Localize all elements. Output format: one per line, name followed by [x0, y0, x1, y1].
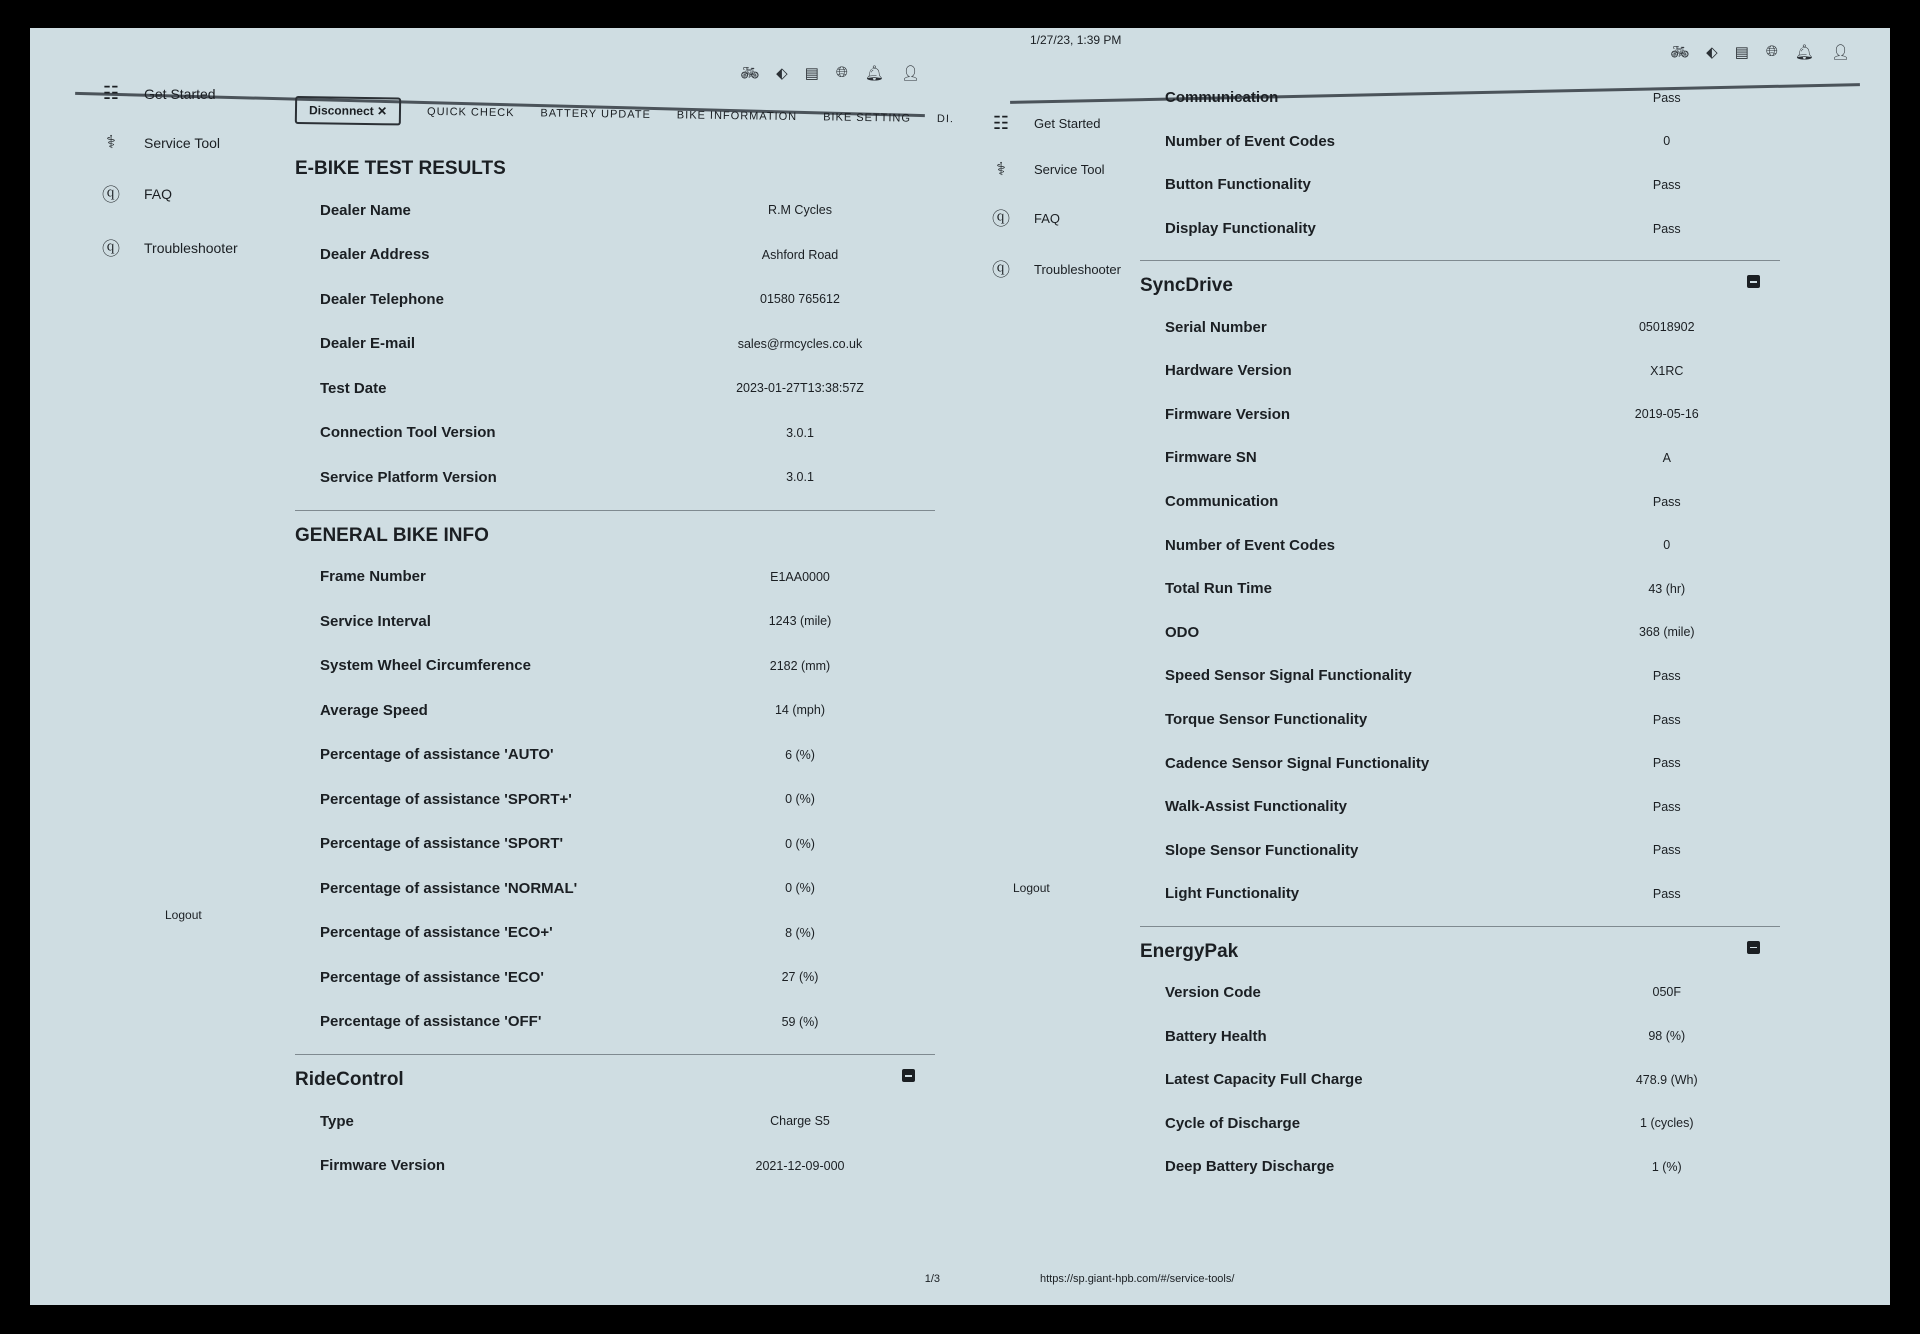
disconnect-button[interactable] [295, 96, 401, 125]
printed-sheet [30, 28, 1890, 1305]
table-row [1140, 120, 1780, 164]
table-row [1140, 567, 1780, 611]
row-key: Percentage of assistance 'SPORT+' [320, 790, 572, 808]
help-circle-icon: ⓠ [992, 209, 1010, 229]
row-value: Pass [1652, 494, 1681, 509]
table-row [1140, 1058, 1780, 1102]
tab-bike-setting[interactable]: BIKE SETTING [823, 111, 912, 125]
row-key: Service Interval [320, 612, 431, 630]
store-icon[interactable]: ▤ [804, 65, 819, 82]
row-value: Pass [1652, 668, 1681, 683]
row-value: Pass [1652, 221, 1681, 236]
row-key: Average Speed [320, 701, 428, 719]
top-icon-bar [1670, 43, 1850, 61]
row-value: 2021-12-09-000 [755, 1158, 845, 1173]
row-value: Pass [1652, 90, 1681, 105]
section-title-text: EnergyPak [1140, 940, 1239, 962]
row-value: Pass [1652, 886, 1681, 901]
row-value: A [1662, 450, 1671, 465]
row-value: 43 (hr) [1648, 581, 1686, 596]
ridecontrol-continued-list [1140, 76, 1780, 250]
table-row [295, 911, 935, 956]
table-row [295, 599, 935, 644]
tab-truncated[interactable]: DI. [936, 112, 955, 126]
energypak-list [1140, 971, 1780, 1189]
section-title-text: SyncDrive [1140, 275, 1233, 297]
row-value: 1243 (mile) [768, 614, 832, 629]
page-number: 1/3 [924, 1273, 940, 1285]
help-circle-icon: ⓠ [102, 239, 120, 259]
row-value: 14 (mph) [774, 703, 826, 718]
sidebar-item-faq[interactable] [990, 205, 1121, 231]
table-row [1140, 1145, 1780, 1189]
row-key: Walk-Assist Functionality [1165, 798, 1347, 816]
table-row [1140, 698, 1780, 742]
row-value: Pass [1652, 756, 1681, 771]
row-key: Speed Sensor Signal Functionality [1165, 667, 1412, 685]
table-row [1140, 523, 1780, 567]
table-row [295, 555, 935, 600]
sidebar-item-label: FAQ [1034, 210, 1061, 226]
table-row [295, 866, 935, 911]
section-title-general-bike-info: GENERAL BIKE INFO [295, 524, 489, 546]
sidebar-item-label: Service Tool [144, 134, 221, 151]
table-row [295, 455, 935, 500]
disconnect-label: Disconnect [308, 103, 374, 119]
grid-icon: ☷ [102, 83, 120, 103]
print-date: 1/27/23, 1:39 PM [1030, 33, 1122, 47]
row-key: Communication [1165, 493, 1279, 511]
sidebar-item-get-started[interactable] [100, 83, 238, 104]
row-value: 98 (%) [1648, 1029, 1686, 1044]
row-key: Communication [1165, 89, 1279, 107]
table-row [295, 366, 935, 411]
row-value: 050F [1652, 985, 1682, 1000]
table-row [1140, 76, 1780, 120]
sidebar-item-label: Get Started [1034, 116, 1101, 131]
row-key: Firmware Version [1165, 405, 1291, 423]
row-key: Latest Capacity Full Charge [1165, 1071, 1363, 1089]
sidebar-item-troubleshooter[interactable] [990, 256, 1121, 282]
table-row [295, 322, 935, 367]
section-title-ridecontrol [295, 1069, 935, 1091]
tag-icon[interactable]: ⬖ [1706, 44, 1718, 61]
row-value: 27 (%) [781, 970, 819, 985]
row-value: 368 (mile) [1638, 625, 1695, 640]
logout-link[interactable]: Logout [165, 908, 202, 922]
help-circle-icon: ⓠ [102, 185, 120, 205]
row-value: 0 (%) [785, 836, 815, 851]
tab-battery-update[interactable]: BATTERY UPDATE [540, 107, 651, 121]
row-value: 0 [1663, 134, 1671, 149]
row-value: 478.9 (Wh) [1635, 1072, 1698, 1087]
left-content [295, 158, 935, 1188]
table-row [295, 277, 935, 322]
row-key: Firmware Version [320, 1157, 446, 1175]
table-row [1140, 480, 1780, 524]
table-row [295, 233, 935, 278]
table-row [295, 188, 935, 233]
row-value: 59 (%) [781, 1014, 819, 1029]
row-key: ODO [1165, 623, 1200, 641]
row-key: Frame Number [320, 568, 426, 586]
sidebar [990, 113, 1121, 307]
stethoscope-icon: ⚕ [106, 132, 116, 152]
row-value: Pass [1652, 799, 1681, 814]
table-row [295, 1099, 935, 1144]
row-key: Percentage of assistance 'SPORT' [320, 835, 564, 853]
row-value: 3.0.1 [786, 425, 814, 440]
row-value: 0 (%) [785, 881, 815, 896]
row-value: 0 (%) [785, 792, 815, 807]
row-key: Button Functionality [1165, 176, 1311, 194]
row-key: Percentage of assistance 'ECO' [320, 968, 544, 986]
globe-icon[interactable]: 🌐︎ [1765, 43, 1778, 60]
table-row [1140, 436, 1780, 480]
row-key: Dealer Address [320, 246, 430, 264]
row-key: Percentage of assistance 'AUTO' [320, 746, 554, 764]
tab-bar [295, 96, 954, 133]
table-row [295, 822, 935, 867]
table-row [1140, 971, 1780, 1015]
row-value: 3.0.1 [786, 470, 814, 485]
help-circle-icon: ⓠ [992, 260, 1010, 280]
globe-icon[interactable]: 🌐︎ [835, 64, 848, 81]
row-key: Test Date [320, 379, 387, 397]
sidebar-item-label: FAQ [144, 186, 173, 202]
row-value: 1 (cycles) [1640, 1116, 1694, 1131]
sidebar-item-troubleshooter[interactable] [100, 235, 238, 261]
section-divider [295, 510, 935, 511]
row-key: Battery Health [1165, 1027, 1267, 1045]
table-row [1140, 654, 1780, 698]
row-key: Deep Battery Discharge [1165, 1158, 1335, 1176]
general-info-list [295, 555, 935, 1045]
row-key: Number of Event Codes [1165, 132, 1336, 150]
row-key: Display Functionality [1165, 220, 1316, 238]
row-key: Dealer Telephone [320, 290, 444, 308]
row-key: System Wheel Circumference [320, 657, 531, 675]
table-row [1140, 207, 1780, 251]
table-row [1140, 829, 1780, 873]
row-key: Firmware SN [1165, 449, 1257, 467]
user-icon[interactable]: 👤︎ [1830, 44, 1850, 61]
store-icon[interactable]: ▤ [1734, 44, 1749, 61]
table-row [295, 1000, 935, 1045]
table-row [295, 777, 935, 822]
row-key: Total Run Time [1165, 580, 1272, 598]
table-row [295, 955, 935, 1000]
top-icon-bar [740, 64, 920, 82]
row-value: 01580 765612 [760, 292, 840, 307]
row-value: 2019-05-16 [1634, 407, 1699, 422]
table-row [1140, 1014, 1780, 1058]
tag-icon[interactable]: ⬖ [776, 65, 788, 82]
row-value: Pass [1652, 843, 1681, 858]
bell-icon[interactable]: 🔔︎ [1794, 44, 1814, 61]
sidebar-item-get-started[interactable] [990, 113, 1121, 134]
row-key: Cycle of Discharge [1165, 1114, 1301, 1132]
row-value: Pass [1652, 712, 1681, 727]
row-value: 2023-01-27T13:38:57Z [736, 381, 864, 396]
ridecontrol-list [295, 1099, 935, 1188]
grid-icon: ☷ [992, 113, 1010, 133]
row-key: Number of Event Codes [1165, 536, 1336, 554]
row-key: Type [320, 1112, 354, 1130]
table-row [295, 644, 935, 689]
row-key: Light Functionality [1165, 885, 1300, 903]
right-content [1140, 76, 1780, 1189]
page-url: https://sp.giant-hpb.com/#/service-tools/ [1040, 1273, 1235, 1285]
row-value: Charge S5 [770, 1114, 830, 1129]
page-left [30, 28, 960, 1305]
row-key: Slope Sensor Functionality [1165, 841, 1359, 859]
row-key: Dealer Name [320, 201, 411, 219]
sidebar-item-label: Troubleshooter [1034, 261, 1121, 277]
row-key: Service Platform Version [320, 468, 497, 486]
row-value: Pass [1652, 177, 1681, 192]
row-value: 6 (%) [785, 747, 815, 762]
sidebar-item-service-tool[interactable] [990, 159, 1121, 180]
section-title-test-results: E-BIKE TEST RESULTS [295, 158, 506, 179]
sidebar-item-faq[interactable] [100, 181, 238, 207]
table-row [295, 733, 935, 778]
table-row [1140, 785, 1780, 829]
row-value: 8 (%) [785, 925, 815, 940]
sidebar [100, 83, 238, 289]
test-results-list [295, 188, 935, 500]
row-key: Percentage of assistance 'NORMAL' [320, 879, 578, 897]
table-row [295, 1144, 935, 1189]
row-key: Connection Tool Version [320, 424, 496, 442]
table-row [295, 411, 935, 456]
row-value: R.M Cycles [768, 203, 832, 218]
section-divider [295, 1054, 935, 1055]
row-value: 2182 (mm) [769, 658, 831, 673]
row-key: Version Code [1165, 983, 1261, 1001]
row-value: 1 (%) [1651, 1159, 1682, 1174]
table-row [1140, 349, 1780, 393]
sidebar-item-label: Service Tool [1034, 162, 1105, 177]
table-row [295, 688, 935, 733]
row-value: sales@rmcycles.co.uk [737, 336, 863, 351]
collapse-icon[interactable] [902, 1069, 915, 1082]
row-value: X1RC [1650, 363, 1684, 378]
page-right [960, 28, 1890, 1305]
section-divider [1140, 926, 1780, 927]
bike-icon[interactable]: 🚲︎ [1670, 44, 1690, 61]
bell-icon[interactable]: 🔔︎ [864, 65, 884, 82]
collapse-icon[interactable] [1747, 941, 1760, 954]
row-value: Ashford Road [761, 247, 839, 262]
row-key: Torque Sensor Functionality [1165, 711, 1368, 729]
section-title-syncdrive [1140, 275, 1780, 297]
tab-bike-information[interactable]: BIKE INFORMATION [676, 109, 798, 124]
table-row [1140, 1101, 1780, 1145]
row-value: E1AA0000 [770, 569, 830, 584]
sidebar-item-label: Get Started [144, 85, 216, 102]
tab-quick-check[interactable]: QUICK CHECK [426, 105, 515, 120]
close-icon: ✕ [376, 104, 388, 119]
table-row [1140, 305, 1780, 349]
row-key: Hardware Version [1165, 362, 1292, 380]
section-title-text: RideControl [295, 1069, 404, 1090]
row-key: Serial Number [1165, 318, 1267, 336]
logout-link[interactable]: Logout [1013, 881, 1050, 895]
sidebar-item-service-tool[interactable] [100, 132, 238, 153]
table-row [1140, 393, 1780, 437]
sidebar-item-label: Troubleshooter [144, 240, 238, 256]
collapse-icon[interactable] [1747, 275, 1760, 288]
stethoscope-icon: ⚕ [996, 159, 1006, 179]
table-row [1140, 163, 1780, 207]
syncdrive-list [1140, 305, 1780, 915]
bike-icon[interactable]: 🚲︎ [740, 65, 760, 82]
row-key: Percentage of assistance 'OFF' [320, 1013, 542, 1031]
row-key: Dealer E-mail [320, 335, 416, 353]
section-divider [1140, 260, 1780, 261]
table-row [1140, 741, 1780, 785]
section-title-energypak [1140, 941, 1780, 963]
table-row [1140, 872, 1780, 916]
row-key: Percentage of assistance 'ECO+' [320, 924, 553, 942]
row-key: Cadence Sensor Signal Functionality [1165, 754, 1430, 772]
table-row [1140, 611, 1780, 655]
row-value: 0 [1663, 538, 1671, 553]
user-icon[interactable]: 👤︎ [900, 65, 920, 82]
row-value: 05018902 [1638, 320, 1695, 335]
